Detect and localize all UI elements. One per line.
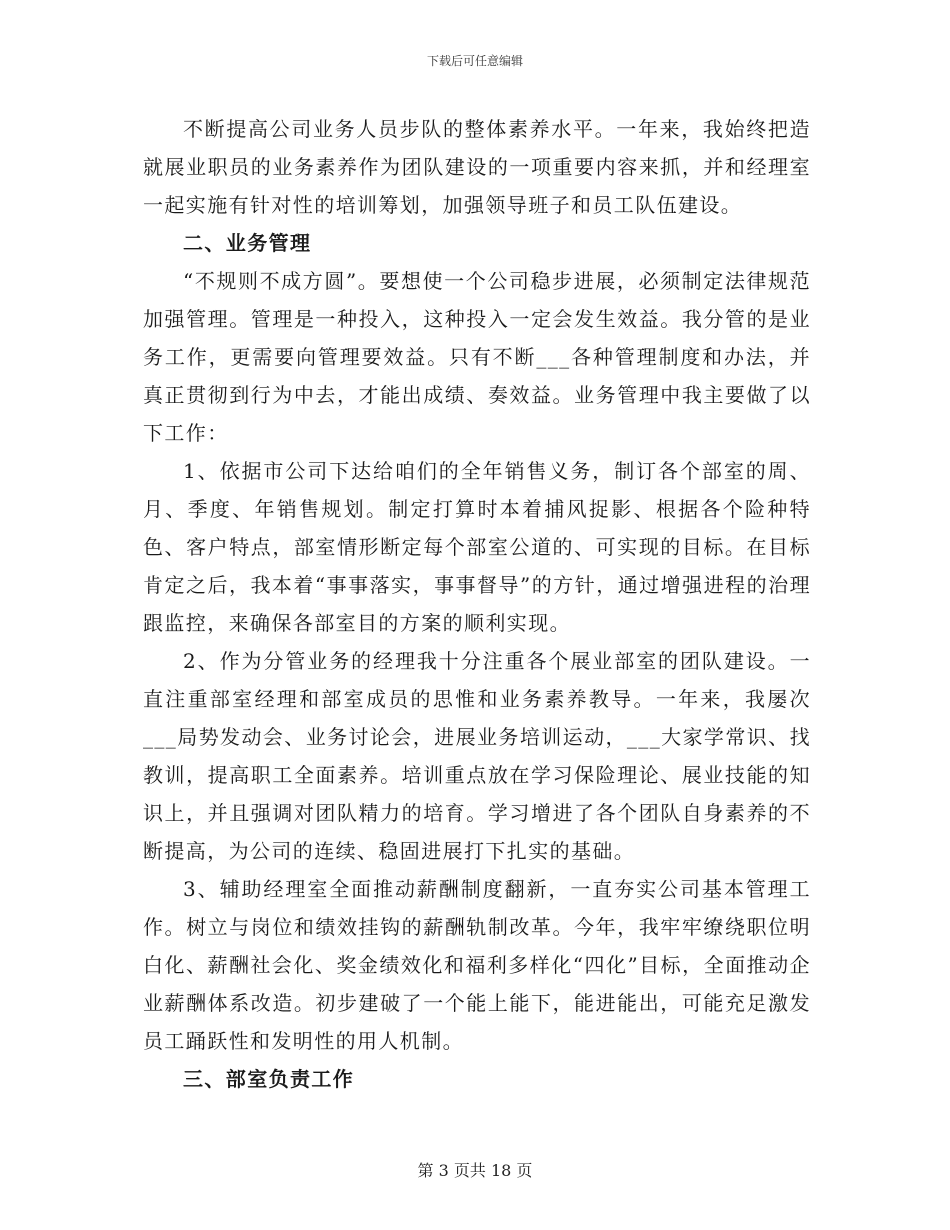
paragraph-management-intro: “不规则不成方圆”。要想使一个公司稳步进展，必须制定法律规范加强管理。管理是一种投入，这种投入一定会发生效益。我分管的是业务工作，更需要向管理要效益。只有不断___各种管理制度和办法，并真正贯彻到行为中去，才能出成绩、奏效益。业务管理中我主要做了以下工作： — [143, 269, 811, 445]
paragraph-item-1-sales-plan: 1、依据市公司下达给咱们的全年销售义务，制订各个部室的周、月、季度、年销售规划。制定打算时本着捕风捉影、根据各个险种特色、客户特点，部室情形断定每个部室公道的、可实现的目标。在目标肯定之后，我本着“事事落实，事事督导”的方针，通过增强进程的治理跟监控，来确保各部室目的方案的顺利实现。 — [143, 459, 811, 635]
section-heading-business-management: 二、业务管理 — [183, 231, 312, 255]
paragraph-item-2-team-building: 2、作为分管业务的经理我十分注重各个展业部室的团队建设。一直注重部室经理和部室成员的思惟和业务素养教导。一年来，我屡次___局势发动会、业务讨论会，进展业务培训运动，___大家学常识、找教训，提高职工全面素养。培训重点放在学习保险理论、展业技能的知识上，并且强调对团队精力的培育。学习增进了各个团队自身素养的不断提高，为公司的连续、稳固进展打下扎实的基础。 — [143, 649, 811, 863]
paragraph-team-quality: 不断提高公司业务人员步队的整体素养水平。一年来，我始终把造就展业职员的业务素养作为团队建设的一项重要内容来抓，并和经理室一起实施有针对性的培训筹划，加强领导班子和员工队伍建设。 — [143, 117, 811, 217]
page-header-note: 下载后可任意编辑 — [426, 54, 523, 68]
paragraph-item-3-salary-reform: 3、辅助经理室全面推动薪酬制度翻新，一直夯实公司基本管理工作。树立与岗位和绩效挂钩的薪酬轨制改革。今年，我牢牢缭绕职位明白化、薪酬社会化、奖金绩效化和福利多样化“四化”目标，全面推动企业薪酬体系改造。初步建破了一个能上能下，能进能出，可能充足激发员工踊跃性和发明性的用人机制。 — [143, 877, 811, 1053]
document-body — [143, 110, 811, 1098]
section-heading-department-work: 三、部室负责工作 — [183, 1067, 355, 1091]
page-number-footer: 第 3 页共 18 页 — [417, 1161, 533, 1180]
